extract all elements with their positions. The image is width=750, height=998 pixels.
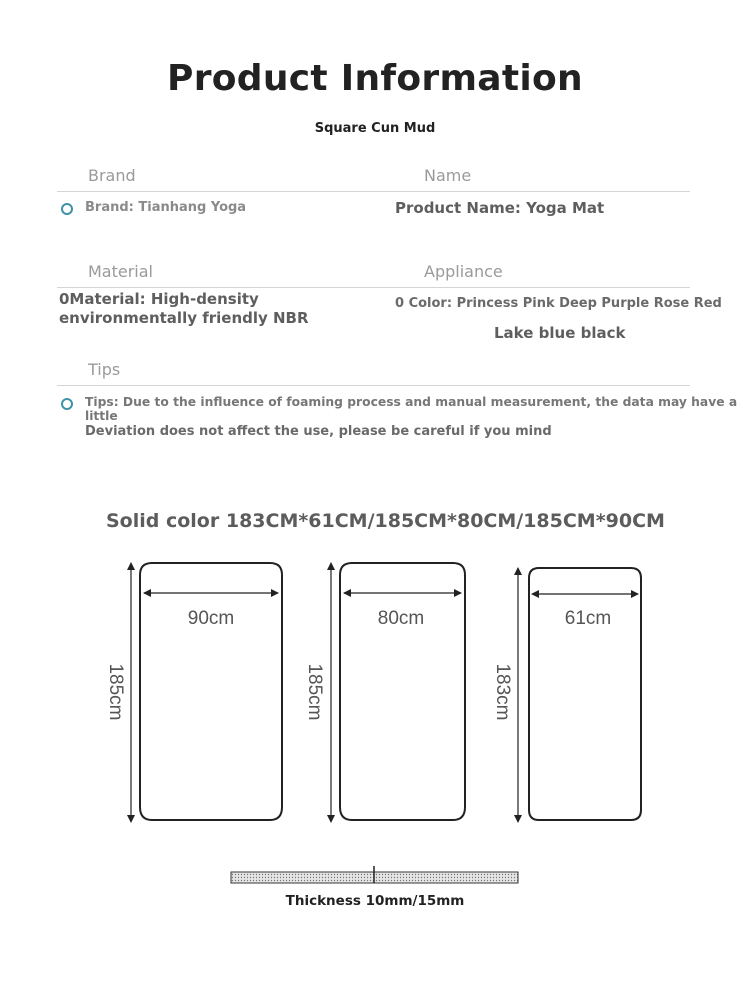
mat-width-label: 90cm	[187, 608, 235, 629]
color-value-line2: Lake blue black	[494, 324, 626, 342]
size-heading: Solid color 183CM*61CM/185CM*80CM/185CM*90CM	[106, 510, 665, 532]
mat-outline-61	[518, 568, 641, 822]
page-subtitle: Square Cun Mud	[314, 121, 436, 136]
mat-length-label: 185cm	[105, 663, 126, 721]
mat-width-label: 61cm	[564, 608, 612, 629]
material-label: Material	[88, 262, 153, 281]
mat-length-label: 183cm	[492, 663, 513, 721]
name-value: Product Name: Yoga Mat	[395, 199, 605, 217]
thickness-bar	[231, 866, 518, 883]
mat-length-label: 185cm	[304, 663, 325, 721]
name-label: Name	[424, 166, 472, 185]
tips-label: Tips	[88, 360, 121, 379]
material-value-line2: environmentally friendly NBR	[59, 309, 309, 327]
tips-line2: Deviation does not affect the use, please be careful if you mind	[85, 424, 552, 439]
brand-label: Brand	[88, 166, 136, 185]
mat-width-label: 80cm	[377, 608, 425, 629]
thickness-label: Thickness 10mm/15mm	[285, 893, 465, 909]
brand-value: Brand: Tianhang Yoga	[85, 200, 247, 215]
material-value-line1: 0Material: High-density	[59, 290, 259, 308]
mat-outline-90	[131, 563, 282, 822]
mat-outline-80	[331, 563, 465, 822]
tips-line1: Tips: Due to the influence of foaming process and manual measurement, the data may have a little	[85, 395, 738, 423]
color-value-line1: 0 Color: Princess Pink Deep Purple Rose Red	[395, 296, 722, 311]
appliance-label: Appliance	[424, 262, 503, 281]
page-title: Product Information	[167, 58, 583, 99]
